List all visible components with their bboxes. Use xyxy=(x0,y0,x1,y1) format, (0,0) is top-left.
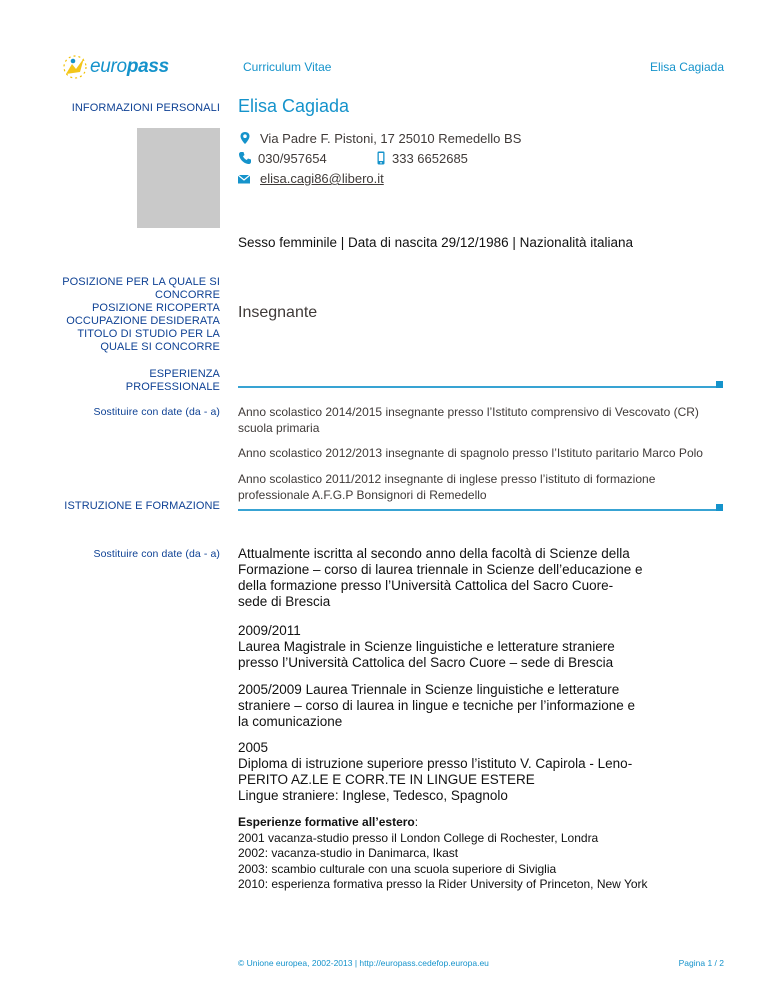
position-label-line: OCCUPAZIONE DESIDERATA xyxy=(66,315,220,327)
education-line: 2005/2009 Laurea Triennale in Scienze linguistiche e letterature xyxy=(238,682,620,697)
candidate-name: Elisa Cagiada xyxy=(238,96,350,116)
header-name: Elisa Cagiada xyxy=(649,60,724,74)
abroad-title: Esperienze formative all’estero xyxy=(238,815,415,829)
education-block xyxy=(238,740,728,804)
experience-date-label: Sostituire con date (da - a) xyxy=(93,406,220,418)
experience-item-line: Anno scolastico 2011/2012 insegnante di inglese presso l’istituto di formazione xyxy=(238,472,656,486)
photo-placeholder xyxy=(137,128,220,228)
experience-label xyxy=(40,368,220,394)
phone-number: 030/957654 xyxy=(258,151,327,166)
education-block xyxy=(238,623,728,671)
personal-details: Sesso femminile | Data di nascita 29/12/1986 | Nazionalità italiana xyxy=(238,235,633,250)
education-line: Lingue straniere: Inglese, Tedesco, Spagnolo xyxy=(238,788,508,803)
education-line: 2009/2011 xyxy=(238,623,301,638)
abroad-title-colon: : xyxy=(414,815,419,829)
education-block xyxy=(238,546,728,610)
position-label-line: CONCORRE xyxy=(155,289,220,301)
footer-copyright: © Unione europea, 2002-2013 | http://europass.cedefop.europa.eu xyxy=(238,958,489,968)
experience-label-line: ESPERIENZA xyxy=(149,368,220,380)
abroad-item: 2010: esperienza formativa presso la Rider University of Princeton, New York xyxy=(238,877,648,891)
europass-logo xyxy=(58,52,168,84)
education-line: Formazione – corso di laurea triennale in Scienze dell’educazione e xyxy=(238,562,643,577)
experience-item xyxy=(238,404,728,436)
experience-item-line: Anno scolastico 2012/2013 insegnante di spagnolo presso l’Istituto paritario Marco Polo xyxy=(238,446,703,460)
education-line: la comunicazione xyxy=(238,714,343,729)
education-line: Attualmente iscritta al secondo anno della facoltà di Scienze della xyxy=(238,546,630,561)
education-block xyxy=(238,682,728,730)
experience-item-line: scuola primaria xyxy=(238,421,320,435)
position-label-line: POSIZIONE RICOPERTA xyxy=(91,302,220,314)
abroad-title-line xyxy=(238,815,738,831)
experience-item xyxy=(238,471,728,503)
mobile-number: 333 6652685 xyxy=(392,151,468,166)
experience-label-line: PROFESSIONALE xyxy=(125,381,220,393)
education-line: 2005 xyxy=(238,740,269,755)
divider-end-marker xyxy=(716,381,723,388)
address: Via Padre F. Pistoni, 17 25010 Remedello BS xyxy=(260,131,522,146)
position-label-line: TITOLO DI STUDIO PER LA xyxy=(77,328,220,340)
location-pin-icon xyxy=(238,131,252,145)
abroad-item: 2002: vacanza-studio in Danimarca, Ikast xyxy=(238,846,459,860)
logo-text-prefix: euro xyxy=(90,56,127,77)
position-label-line: POSIZIONE PER LA QUALE SI xyxy=(62,276,220,288)
position-value: Insegnante xyxy=(238,304,318,321)
mobile-phone-icon xyxy=(374,151,388,165)
education-line: sede di Brescia xyxy=(238,594,331,609)
education-line: Diploma di istruzione superiore presso l’istituto V. Capirola - Leno- xyxy=(238,756,633,771)
abroad-section xyxy=(238,815,738,893)
abroad-item: 2001 vacanza-studio presso il London College di Rochester, Londra xyxy=(238,830,599,845)
logo-text-suffix: pass xyxy=(126,56,169,77)
section-divider xyxy=(238,509,716,511)
position-label-line: QUALE SI CONCORRE xyxy=(100,341,220,353)
abroad-item: 2003: scambio culturale con una scuola superiore di Siviglia xyxy=(238,861,557,876)
email-link[interactable]: elisa.cagi86@libero.it xyxy=(260,171,384,186)
divider-end-marker xyxy=(716,504,723,511)
experience-item xyxy=(238,445,728,461)
education-line: della formazione presso l’Università Cattolica del Sacro Cuore- xyxy=(238,578,614,593)
education-line: straniere – corso di laurea in lingue e tecniche per l’informazione e xyxy=(238,698,635,713)
experience-item-line: Anno scolastico 2014/2015 insegnante presso l’Istituto comprensivo di Vescovato (CR) xyxy=(238,405,699,419)
footer-page-number: Pagina 1 / 2 xyxy=(678,958,724,968)
phone-icon xyxy=(238,151,252,165)
education-line: presso l’Università Cattolica del Sacro Cuore – sede di Brescia xyxy=(238,655,614,670)
email-icon xyxy=(237,172,251,186)
education-date-label: Sostituire con date (da - a) xyxy=(93,548,220,560)
section-divider xyxy=(238,386,716,388)
education-line: PERITO AZ.LE E CORR.TE IN LINGUE ESTERE xyxy=(238,772,535,787)
education-line: Laurea Magistrale in Scienze linguistiche e letterature straniere xyxy=(238,639,615,654)
experience-item-line: professionale A.F.G.P Bonsignori di Remedello xyxy=(238,488,487,502)
europass-stars-icon xyxy=(58,52,92,82)
header-title: Curriculum Vitae xyxy=(243,60,332,74)
position-labels xyxy=(40,276,220,354)
personal-info-label: INFORMAZIONI PERSONALI xyxy=(71,102,220,114)
education-label: ISTRUZIONE E FORMAZIONE xyxy=(64,500,220,512)
